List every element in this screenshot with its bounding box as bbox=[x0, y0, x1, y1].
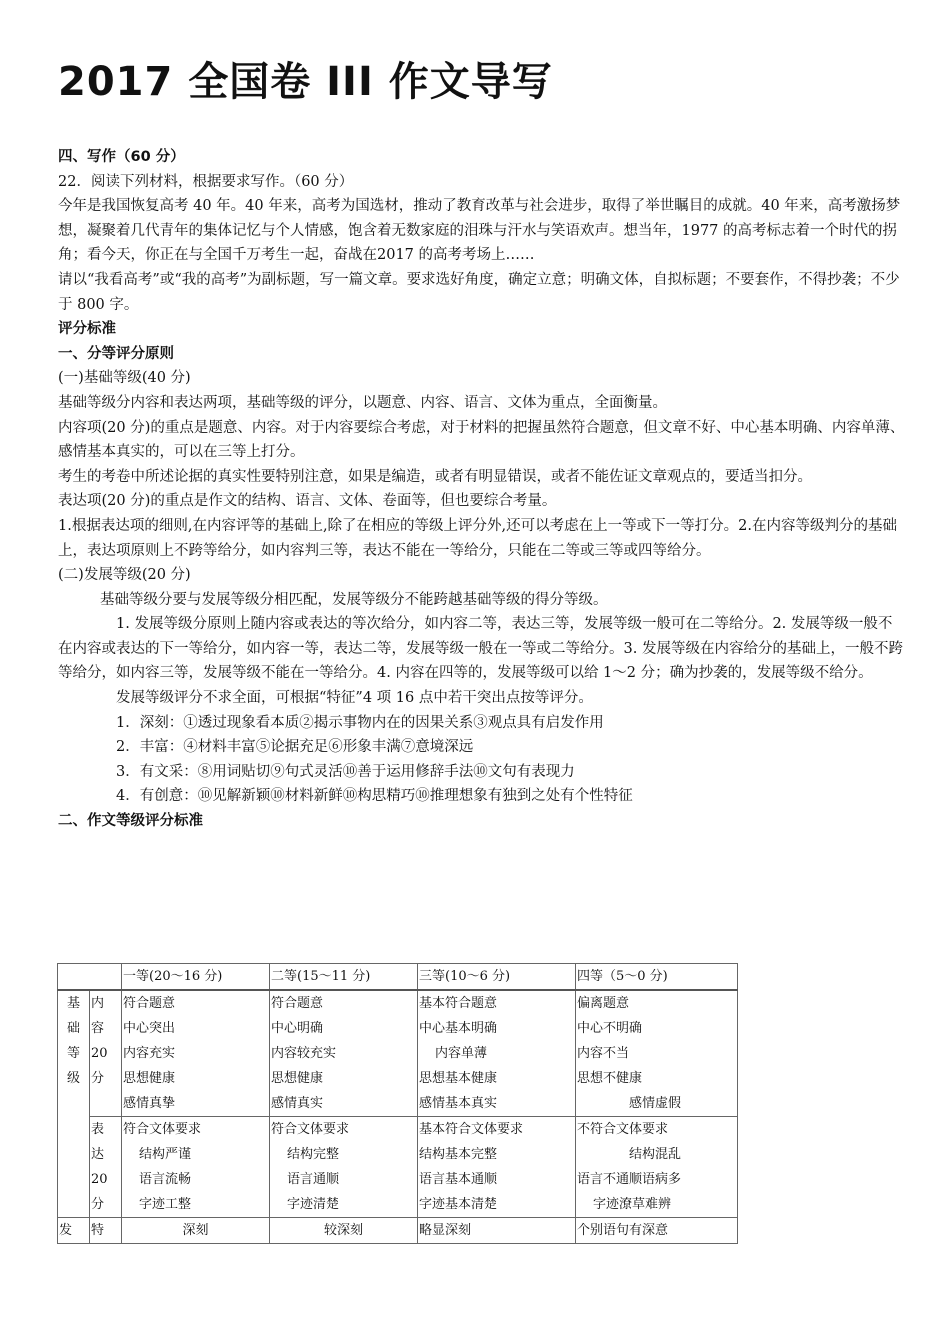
header-grade-1: 一等(20～16 分) bbox=[122, 964, 270, 991]
paragraph: 发展等级评分不求全面，可根据“特征”4 项 16 点中若干突出点按等评分。 bbox=[116, 690, 593, 707]
content-row bbox=[58, 990, 738, 1117]
content-grade-1-cell: 符合题意 中心突出 内容充实 思想健康 感情真挚 bbox=[122, 990, 270, 1117]
table-heading: 二、作文等级评分标准 bbox=[58, 813, 203, 830]
development-grade-4-cell: 个别语句有深意 bbox=[576, 1218, 738, 1244]
development-row bbox=[58, 1218, 738, 1244]
header-grade-2: 二等(15～11 分) bbox=[270, 964, 418, 991]
development-level-heading: (二)发展等级(20 分) bbox=[58, 567, 191, 584]
expression-grade-4-cell: 不符合文体要求 结构混乱 语言不通顺语病多 字迹潦草难辨 bbox=[576, 1117, 738, 1218]
section-heading: 四、写作（60 分） bbox=[58, 149, 185, 165]
content-label: 内 容 20 分 bbox=[90, 990, 122, 1117]
table-header-row bbox=[58, 964, 738, 991]
grading-table bbox=[57, 963, 738, 1244]
paragraph: 基础等级分要与发展等级分相匹配，发展等级分不能跨越基础等级的得分等级。 bbox=[100, 591, 608, 608]
paragraph: 1. 发展等级分原则上随内容或表达的等次给分，如内容二等，表达三等，发展等级一般可在二等给分。2. 发展等级一般不在内容或表达的下一等给分，如内容一等，表达二等，发展等级一般在一等或二等给分。3. 发展等级在内容给分的基础上，一般不跨等给分，如内容三等，发展等级不能在一等给分。4. 内容在四等的，发展等级可以给 1～2 分；确为抄袭的，发展等级不给分。 bbox=[58, 616, 903, 682]
expression-grade-1-cell: 符合文体要求 结构严谨 语言流畅 字迹工整 bbox=[122, 1117, 270, 1218]
principle-heading: 一、分等评分原则 bbox=[58, 345, 174, 362]
feature-item: 4．有创意：⑩见解新颖⑩材料新鲜⑩构思精巧⑩推理想象有独到之处有个性特征 bbox=[116, 788, 633, 805]
feature-item: 2．丰富：④材料丰富⑤论据充足⑥形象丰满⑦意境深远 bbox=[116, 739, 474, 756]
feature-item: 1．深刻：①透过现象看本质②揭示事物内在的因果关系③观点具有启发作用 bbox=[116, 714, 604, 731]
header-grade-4: 四等（5～0 分) bbox=[576, 964, 738, 991]
scoring-heading: 评分标准 bbox=[58, 321, 116, 338]
expression-label: 表 达 20 分 bbox=[90, 1117, 122, 1218]
development-group-label: 发 bbox=[58, 1218, 90, 1244]
expression-grade-3-cell: 基本符合文体要求 结构基本完整 语言基本通顺 字迹基本清楚 bbox=[418, 1117, 576, 1218]
basic-level-heading: (一)基础等级(40 分) bbox=[58, 370, 191, 387]
paragraph: 1.根据表达项的细则,在内容评等的基础上,除了在相应的等级上评分外,还可以考虑在上一等或下一等打分。2.在内容等级判分的基础上，表达项原则上不跨等给分，如内容判三等，表达不能在一等给分，只能在二等或三等或四等给分。 bbox=[58, 517, 897, 559]
feature-label: 特 bbox=[90, 1218, 122, 1244]
content-grade-4-cell: 偏离题意 中心不明确 内容不当 思想不健康 感情虚假 bbox=[576, 990, 738, 1117]
development-grade-1-cell: 深刻 bbox=[122, 1218, 270, 1244]
feature-item: 3．有文采：⑧用词贴切⑨句式灵活⑩善于运用修辞手法⑩文句有表现力 bbox=[116, 763, 575, 780]
header-grade-3: 三等(10～6 分) bbox=[418, 964, 576, 991]
document-body bbox=[58, 145, 906, 834]
material-paragraph: 今年是我国恢复高考 40 年。40 年来，高考为国选材，推动了教育改革与社会进步，取得了举世瞩目的成就。40 年来，高考激扬梦想，凝聚着几代青年的集体记忆与个人情感，饱含着无数家庭的泪珠与汗水与笑语欢声。想当年，1977 的高考标志着一个时代的拐角；看今天，你正在与全国千万考生一起，奋战在2017 的高考考场上…… bbox=[58, 198, 901, 264]
expression-row bbox=[58, 1117, 738, 1218]
basic-level-label: 基 础 等 级 bbox=[58, 990, 90, 1218]
development-grade-3-cell: 略显深刻 bbox=[418, 1218, 576, 1244]
page-title: 2017 全国卷 III 作文导写 bbox=[58, 59, 553, 105]
content-grade-3-cell: 基本符合题意 中心基本明确 内容单薄 思想基本健康 感情基本真实 bbox=[418, 990, 576, 1117]
content-grade-2-cell: 符合题意 中心明确 内容较充实 思想健康 感情真实 bbox=[270, 990, 418, 1117]
paragraph: 表达项(20 分)的重点是作文的结构、语言、文体、卷面等，但也要综合考量。 bbox=[58, 493, 557, 510]
development-grade-2-cell: 较深刻 bbox=[270, 1218, 418, 1244]
paragraph: 内容项(20 分)的重点是题意、内容。对于内容要综合考虑，对于材料的把握虽然符合题意，但文章不好、中心基本明确、内容单薄、感情基本真实的，可以在三等上打分。 bbox=[58, 419, 905, 461]
header-empty-cell bbox=[58, 964, 122, 991]
paragraph: 基础等级分内容和表达两项，基础等级的评分，以题意、内容、语言、文体为重点，全面衡量。 bbox=[58, 394, 667, 411]
requirement-paragraph: 请以“我看高考”或“我的高考”为副标题，写一篇文章。要求选好角度，确定立意；明确文体，自拟标题；不要套作，不得抄袭；不少于 800 字。 bbox=[58, 271, 900, 313]
expression-grade-2-cell: 符合文体要求 结构完整 语言通顺 字迹清楚 bbox=[270, 1117, 418, 1218]
paragraph: 考生的考卷中所述论据的真实性要特别注意，如果是编造，或者有明显错误，或者不能佐证文章观点的，要适当扣分。 bbox=[58, 468, 812, 485]
question-line: 22．阅读下列材料，根据要求写作。（60 分） bbox=[58, 173, 354, 190]
